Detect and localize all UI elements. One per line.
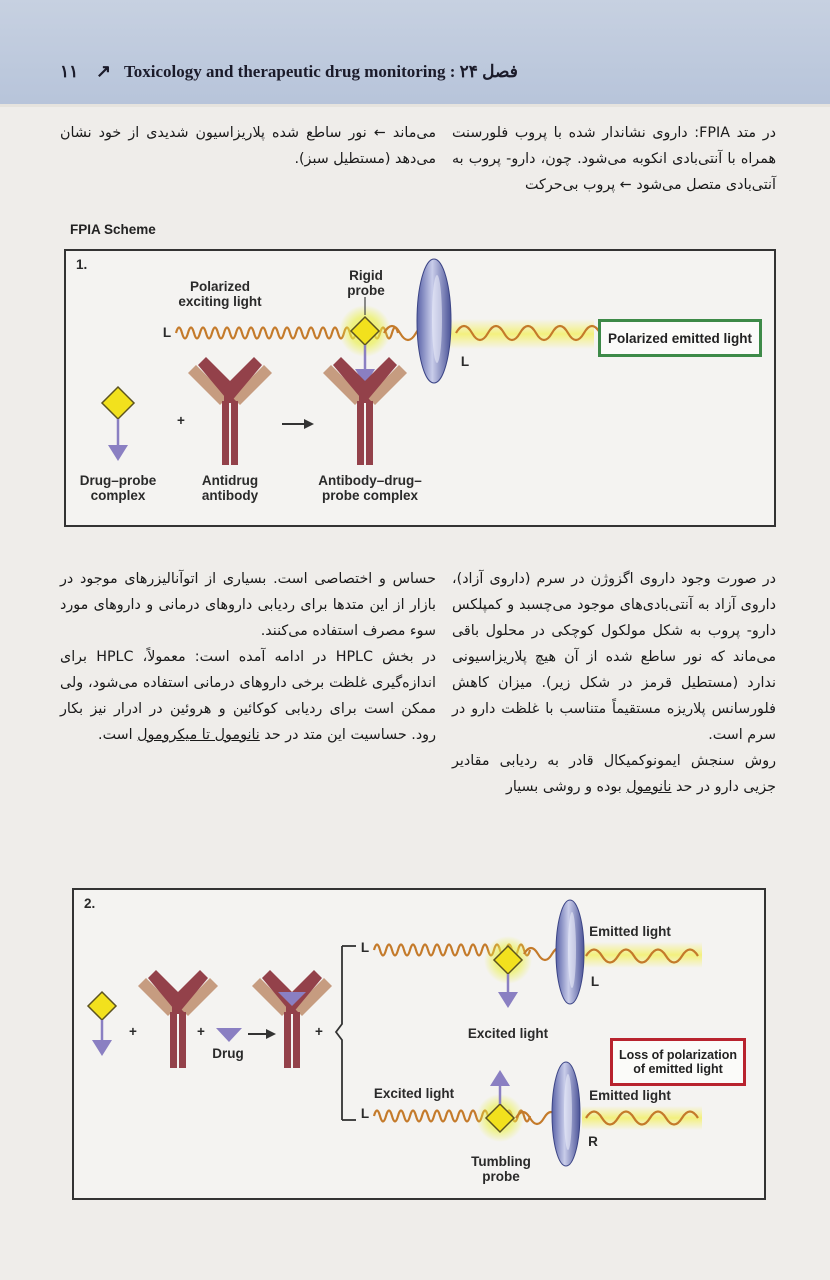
middle-right-p2-underlined: نانومول	[626, 779, 672, 795]
fig2-label-L-lens: L	[590, 974, 600, 989]
fig2-abd-stem-right	[293, 1012, 300, 1068]
middle-right-p2-part-a: روش سنجش ایمونوکمیکال قادر به ردیابی مقادیر جزیی دارو در حد	[452, 753, 776, 795]
drug-probe-diamond	[102, 387, 134, 419]
fig2-plus-2: +	[197, 1024, 205, 1039]
label-polarized-exciting-light: Polarized exciting light	[178, 279, 262, 309]
figure2-number: 2.	[84, 896, 96, 911]
label-drug-probe-complex: Drug–probe complex	[79, 473, 157, 503]
top-right-paragraph: در متد FPIA: داروی نشاندار شده با پروب فلورسنت همراه با آنتی‌بادی انکوبه می‌شود. چون، دارو- پروب به آنتی‌بادی متصل می‌شود ← پروب بی‌حرکت	[452, 125, 776, 193]
fig2-label-R-lens: R	[588, 1134, 598, 1149]
fig2-tumbling-up-arrowhead	[490, 1070, 510, 1086]
fig2-label-tumbling-probe: Tumbling probe	[471, 1154, 531, 1184]
fig2-plus-3: +	[315, 1024, 323, 1039]
fig2-label-emitted-light-bottom: Emitted light	[589, 1088, 671, 1103]
bookmark-icon: ↗	[96, 61, 112, 81]
fig2-bottom-emitted-beam	[582, 1106, 702, 1130]
header-chapter: : فصل ۲۴	[449, 62, 518, 81]
fig2-label-L-bottom: L	[360, 1106, 370, 1121]
header-band	[0, 0, 830, 106]
figure1-fpia-scheme	[64, 249, 776, 527]
reaction-arrowhead	[304, 419, 314, 429]
middle-right-paragraph-2	[452, 748, 776, 800]
middle-right-p2-part-b: بوده و روشی بسیار	[505, 779, 627, 795]
complex-stem-left	[357, 401, 364, 465]
fig2-abd-stem-left	[284, 1012, 291, 1068]
fig2-ab-stem-left	[170, 1012, 177, 1068]
middle-left-p2-underlined: نانومول تا میکرومول	[137, 727, 260, 743]
label-plus: +	[177, 413, 185, 428]
label-antidrug-antibody: Antidrug antibody	[201, 473, 259, 503]
top-left-paragraph: می‌ماند ← نور ساطع شده پلاریزاسیون شدیدی از خود نشان می‌دهد (مستطیل سبز).	[60, 125, 436, 167]
figure2-polarization-loss	[72, 888, 766, 1200]
label-L-lens: L	[460, 354, 470, 369]
antibody-stem-left	[222, 401, 229, 465]
middle-left-column	[60, 566, 436, 748]
middle-left-paragraph-2	[60, 644, 436, 748]
figure1-number: 1.	[76, 257, 88, 272]
fig2-plus-1: +	[129, 1024, 137, 1039]
header-divider	[0, 104, 830, 107]
lens-highlight	[432, 275, 442, 363]
fig2-label-excited-light-bottom: Excited light	[373, 1086, 455, 1101]
fig2-brace	[336, 946, 342, 1120]
fig2-drug-probe-diamond	[88, 992, 116, 1020]
label-rigid-probe: Rigid probe	[347, 268, 385, 298]
middle-left-paragraph-1: حساس و اختصاصی است. بسیاری از اتوآنالیزرهای موجود در بازار از این متدها برای ردیابی داروهای درمانی و داروهای مورد سوء مصرف استفاده می‌کنند.	[60, 571, 436, 639]
figure1-caption: FPIA Scheme	[70, 222, 156, 237]
fig2-label-emitted-light-top: Emitted light	[589, 924, 671, 939]
fig2-top-probe-arrowhead	[498, 992, 518, 1008]
fig2-drug-probe-arrowhead	[92, 1040, 112, 1056]
middle-right-column	[452, 566, 776, 800]
fig2-ab-stem-right	[179, 1012, 186, 1068]
drug-probe-arrowhead	[108, 445, 128, 461]
header-title-en: Toxicology and therapeutic drug monitoring	[124, 62, 446, 81]
loss-of-polarization-box: Loss of polarization of emitted light	[610, 1038, 746, 1086]
header-title	[124, 62, 518, 82]
middle-left-p2-part-a: در بخش HPLC در ادامه آمده است: معمولاً، HPLC برای اندازه‌گیری غلظت برخی داروهای درمانی استفاده می‌شود، ولی ممکن است برای ردیابی کوکائین و هروئین در ادرار نیز بکار رود. حساسیت این متد در حد	[60, 649, 437, 743]
fig2-reaction-arrowhead	[266, 1029, 276, 1039]
top-left-column	[60, 120, 436, 172]
antidrug-antibody	[188, 357, 272, 465]
fig2-label-L-top: L	[360, 940, 370, 955]
fig2-drug-triangle	[216, 1028, 242, 1042]
fig2-label-drug: Drug	[212, 1046, 244, 1061]
fig2-top-emitted-beam	[582, 942, 702, 968]
middle-left-p2-part-b: است.	[98, 727, 138, 743]
antibody-stem-right	[231, 401, 238, 465]
running-header	[60, 62, 550, 88]
page-number: ۱۱	[60, 62, 79, 81]
label-antibody-drug-probe-complex: Antibody–drug– probe complex	[318, 473, 422, 503]
fig2-label-excited-light-top: Excited light	[467, 1026, 549, 1041]
middle-right-paragraph-1: در صورت وجود داروی اگزوژن در سرم (داروی آزاد)، داروی آزاد به آنتی‌بادی‌های موجود می‌چسبد و کمپلکس دارو- پروب به شکل مولکول کوچکی در محلول باقی می‌ماند که نور ساطع شده از آن هیچ پلاریزاسیونی ندارد (مستطیل قرمز در شکل زیر). میزان کاهش فلورسانس پلاریزه مستقیماً متناسب با غلظت دارو در سرم است.	[452, 571, 776, 743]
label-L-exciting: L	[162, 325, 172, 340]
top-right-column	[452, 120, 776, 198]
fig2-antibody-drug-complex	[252, 970, 332, 1068]
fig2-bottom-lens-highlight	[564, 1074, 572, 1150]
polarized-emitted-light-box: Polarized emitted light	[598, 319, 762, 357]
complex-stem-right	[366, 401, 373, 465]
fig2-top-lens-highlight	[568, 912, 576, 988]
